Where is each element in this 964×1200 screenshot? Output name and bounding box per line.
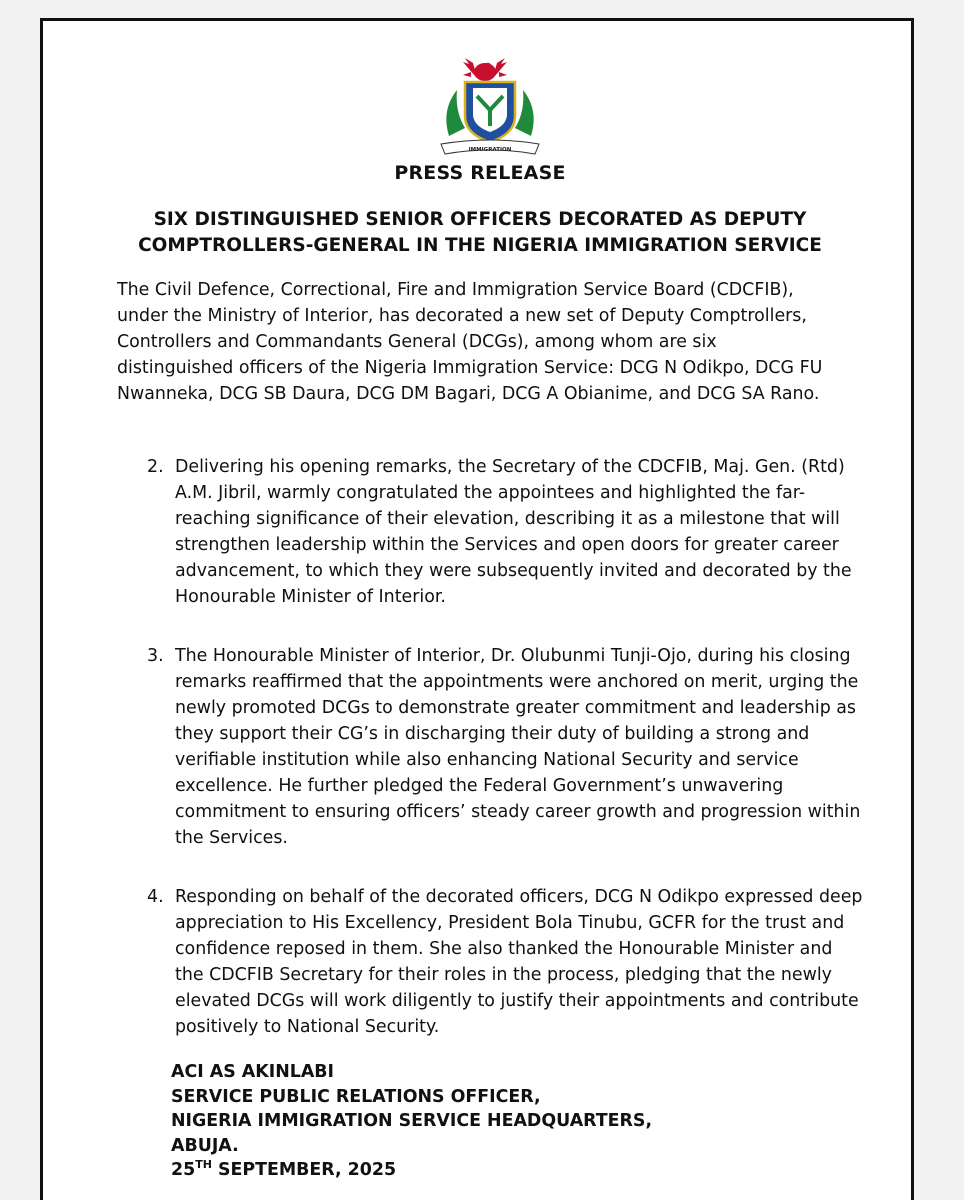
title-line-2: COMPTROLLERS-GENERAL IN THE NIGERIA IMMIGRATION SERVICE — [138, 235, 822, 256]
signatory-name: ACI AS AKINLABI — [171, 1062, 335, 1082]
press-release-page — [40, 18, 914, 1200]
date-day: 25 — [171, 1160, 196, 1180]
signatory-organization: NIGERIA IMMIGRATION SERVICE HEADQUARTERS, — [171, 1111, 653, 1131]
signatory-role: SERVICE PUBLIC RELATIONS OFFICER, — [171, 1086, 541, 1107]
title-line-1: SIX DISTINGUISHED SENIOR OFFICERS DECORATED AS DEPUTY — [153, 209, 807, 230]
intro-paragraph: The Civil Defence, Correctional, Fire and Immigration Service Board (CDCFIB), under the Ministry of Interior, has decorated a new set of Deputy Comptrollers, Controllers and Commandants General (DCGs), among whom are six distinguished officers of the Nigeria Immigration Service: DCG N Odikpo, DCG FU Nwanneka, DCG SB Daura, DCG DM Bagari, DCG A Obianime, and DCG SA Rano. — [117, 280, 823, 404]
crest-ribbon-text: IMMIGRATION — [468, 147, 512, 153]
release-date — [171, 1158, 652, 1183]
date-month-year: SEPTEMBER, 2025 — [211, 1160, 397, 1180]
green-wreath-right — [515, 90, 534, 136]
green-wreath-left — [446, 90, 465, 136]
paragraph-4: Responding on behalf of the decorated officers, DCG N Odikpo expressed deep appreciation to His Excellency, President Bola Tinubu, GCFR for the trust and confidence reposed in them. She also thanked the Honourable Minister and the CDCFIB Secretary for their roles in the process, pledging that the newly elevated DCGs will work diligently to justify their appointments and contribute positively to National Security. — [175, 887, 863, 1037]
paragraph-number: 3. — [147, 646, 164, 666]
signature-block — [171, 1060, 652, 1183]
press-release-label: PRESS RELEASE — [394, 162, 566, 184]
paragraph-2: Delivering his opening remarks, the Secretary of the CDCFIB, Maj. Gen. (Rtd) A.M. Jibril, warmly congratulated the appointees and highlighted the far-reaching significance of their elevation, describing it as a milestone that will strengthen leadership within the Services and open doors for greater career advancement, to which they were subsequently invited and decorated by the Honourable Minister of Interior. — [175, 457, 852, 607]
paragraph-number: 4. — [147, 887, 164, 907]
paragraph-number: 2. — [147, 457, 164, 477]
press-release-title — [43, 207, 914, 259]
paragraph-3: The Honourable Minister of Interior, Dr. Olubunmi Tunji-Ojo, during his closing remarks reaffirmed that the appointments were anchored on merit, urging the newly promoted DCGs to demonstrate greater commitment and leadership as they support their CG’s in discharging their duty of building a strong and verifiable institution while also enhancing National Security and service excellence. He further pledged the Federal Government’s unwavering commitment to ensuring officers’ steady career growth and progression within the Services. — [175, 646, 861, 848]
immigration-crest-logo — [435, 58, 545, 158]
signatory-city: ABUJA. — [171, 1135, 239, 1156]
date-suffix: TH — [195, 1158, 212, 1172]
